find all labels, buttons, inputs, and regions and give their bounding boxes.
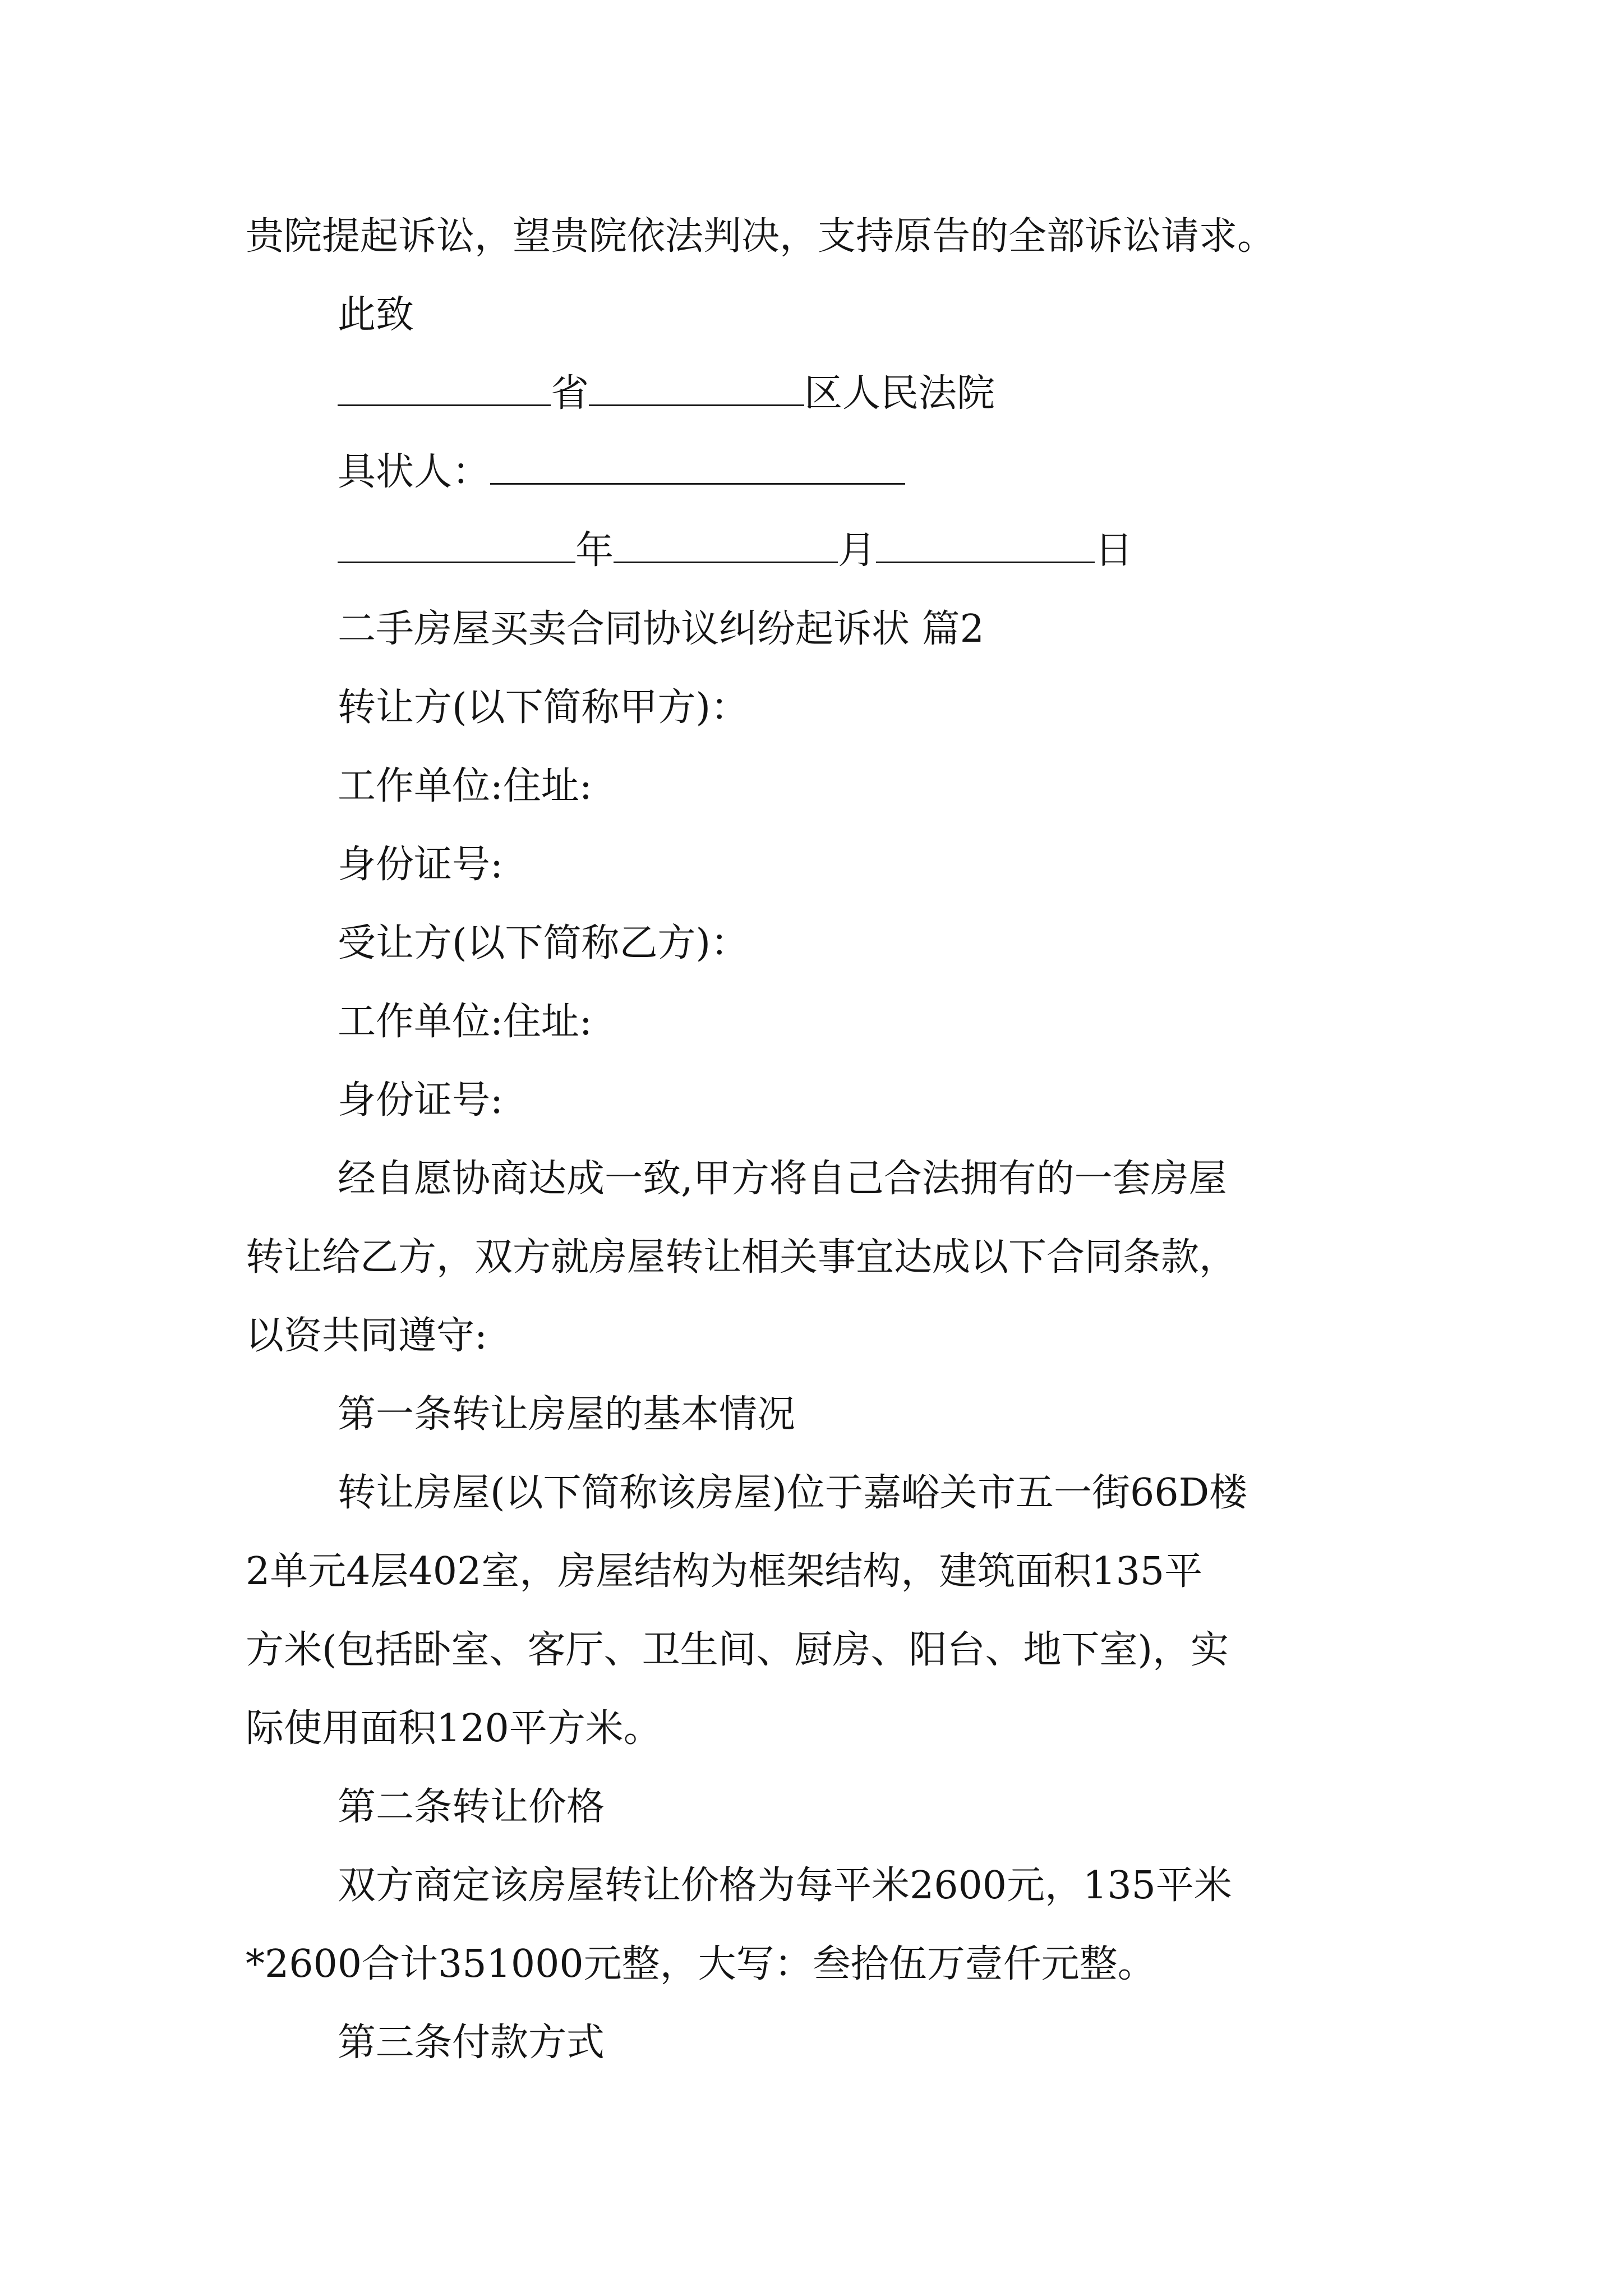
paragraph-line: 2单元4层402室，房屋结构为框架结构，建筑面积135平 bbox=[246, 1549, 1203, 1594]
signer-label: 具状人： bbox=[338, 450, 491, 494]
paragraph-line: 工作单位:住址: bbox=[338, 1000, 592, 1044]
article-heading: 第一条转让房屋的基本情况 bbox=[338, 1392, 796, 1437]
paragraph-line: 转让给乙方，双方就房屋转让相关事宜达成以下合同条款， bbox=[246, 1235, 1238, 1280]
paragraph-line: 经自愿协商达成一致,甲方将自己合法拥有的一套房屋 bbox=[338, 1157, 1227, 1201]
blank-field bbox=[589, 371, 804, 406]
paragraph-line: 以资共同遵守: bbox=[246, 1314, 487, 1358]
paragraph-line: 转让房屋(以下简称该房屋)位于嘉峪关市五一街66D楼 bbox=[338, 1471, 1248, 1515]
salutation: 此致 bbox=[338, 293, 414, 337]
court-label: 区人民法院 bbox=[804, 371, 995, 416]
blank-field bbox=[338, 528, 575, 563]
paragraph-line: 工作单位:住址: bbox=[338, 764, 592, 808]
paragraph-line: 身份证号: bbox=[338, 843, 503, 887]
blank-field bbox=[614, 528, 838, 563]
paragraph-line: 身份证号: bbox=[338, 1078, 503, 1122]
province-label: 省 bbox=[551, 371, 589, 416]
article-heading: 第三条付款方式 bbox=[338, 2021, 605, 2065]
paragraph-line: *2600合计351000元整，大写：叁拾伍万壹仟元整。 bbox=[246, 1942, 1156, 1986]
court-line bbox=[338, 369, 995, 419]
paragraph-line: 受让方(以下简称乙方)： bbox=[338, 921, 749, 965]
month-label: 月 bbox=[838, 528, 877, 573]
blank-field bbox=[490, 449, 905, 485]
paragraph-line: 转让方(以下简称甲方)： bbox=[338, 685, 749, 730]
blank-field bbox=[876, 528, 1095, 563]
date-line bbox=[338, 526, 1133, 576]
paragraph-line: 双方商定该房屋转让价格为每平米2600元，135平米 bbox=[338, 1864, 1232, 1908]
article-heading: 第二条转让价格 bbox=[338, 1785, 605, 1829]
paragraph-line: 方米(包括卧室、客厅、卫生间、厨房、阳台、地下室)，实 bbox=[246, 1628, 1229, 1672]
paragraph-line: 贵院提起诉讼，望贵院依法判决，支持原告的全部诉讼请求。 bbox=[246, 214, 1276, 259]
blank-field bbox=[338, 371, 551, 406]
year-label: 年 bbox=[575, 528, 614, 573]
day-label: 日 bbox=[1095, 528, 1133, 573]
paragraph-line: 际使用面积120平方米。 bbox=[246, 1706, 662, 1751]
section-title: 二手房屋买卖合同协议纠纷起诉状 篇2 bbox=[338, 607, 984, 651]
signer-line bbox=[338, 447, 905, 498]
